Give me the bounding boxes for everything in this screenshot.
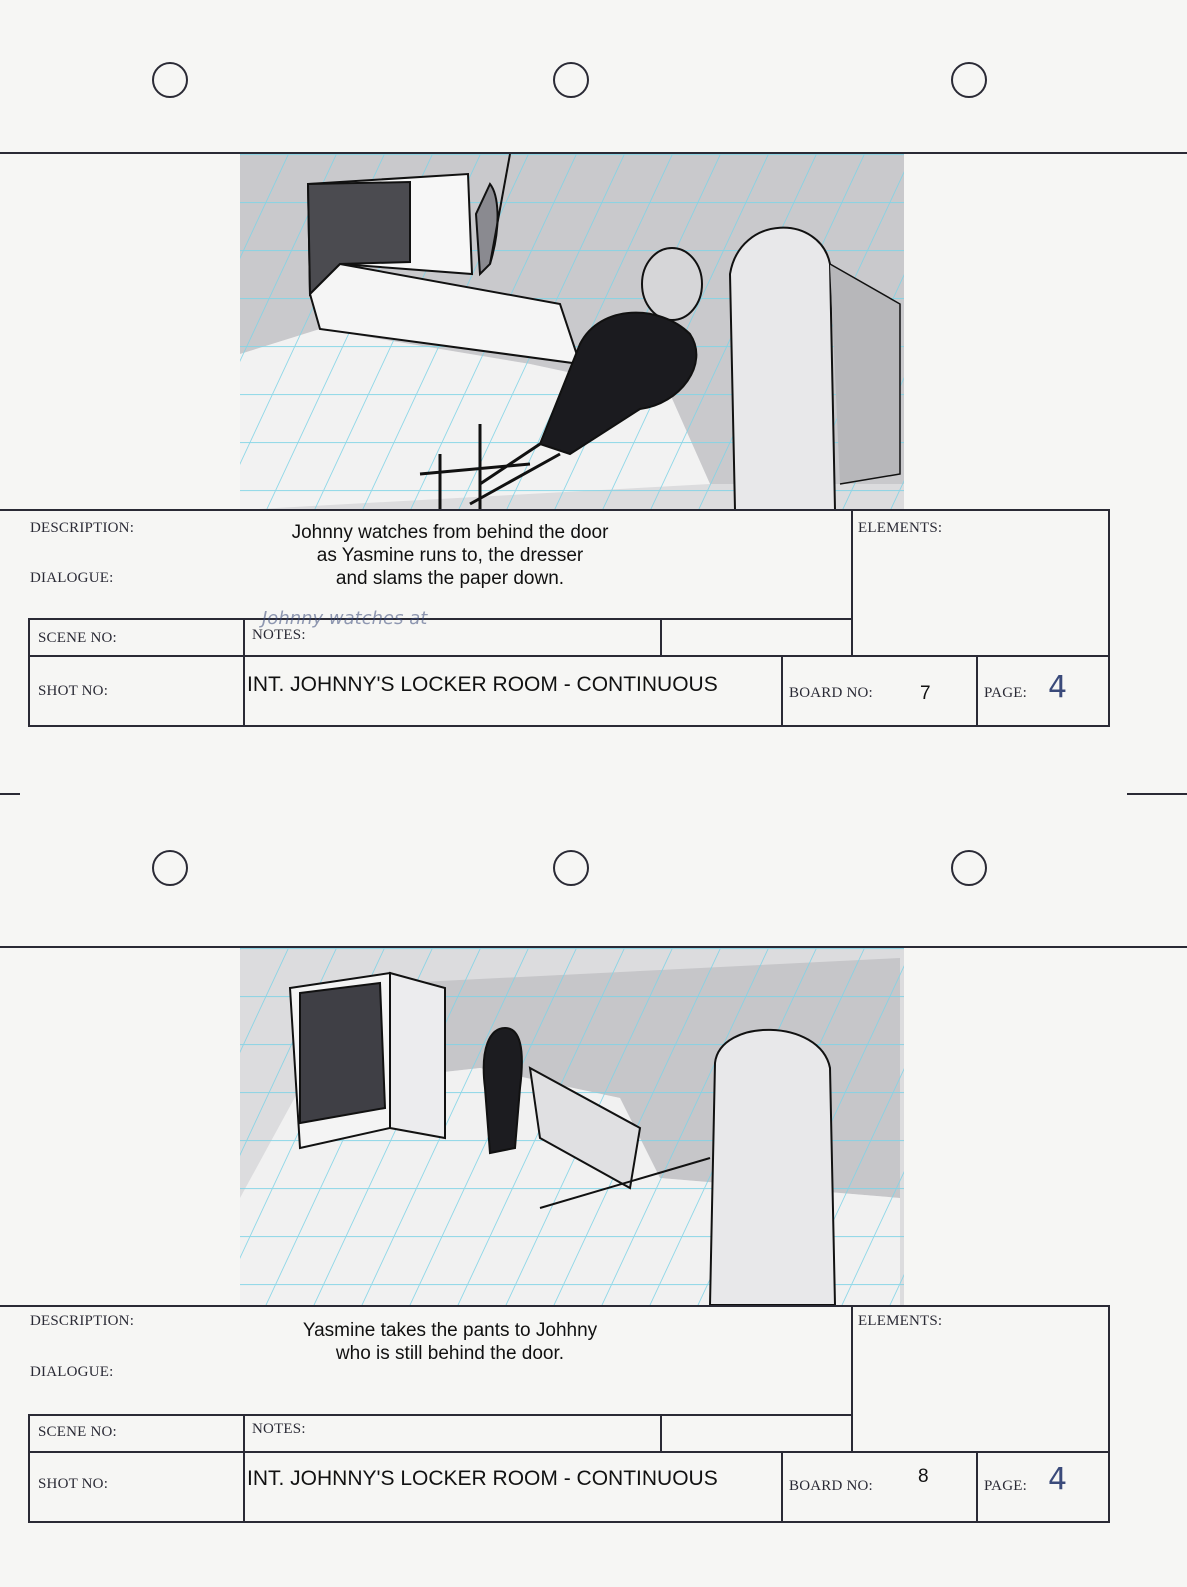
notes-label: NOTES: — [252, 627, 306, 643]
binder-hole — [152, 850, 188, 886]
binder-hole — [951, 62, 987, 98]
divider — [28, 618, 853, 620]
divider — [243, 1414, 245, 1523]
binder-hole — [951, 850, 987, 886]
shot-no-label: SHOT NO: — [38, 1476, 109, 1492]
divider — [1108, 509, 1110, 727]
scene-description — [240, 521, 660, 590]
cut-mark — [1127, 793, 1187, 795]
divider — [28, 618, 30, 727]
divider — [976, 1451, 978, 1523]
slugline: INT. JOHNNY'S LOCKER ROOM - CONTINUOUS — [247, 673, 718, 696]
description-label: DESCRIPTION: — [30, 1313, 135, 1329]
page-number: 4 — [1048, 670, 1068, 705]
description-line: Johnny watches from behind the door — [291, 522, 609, 543]
scene-no-label: SCENE NO: — [38, 1424, 117, 1440]
shot-no-label: SHOT NO: — [38, 683, 109, 699]
binder-hole — [553, 850, 589, 886]
sketch-frame — [240, 948, 904, 1305]
info-top-rule — [0, 1305, 1110, 1307]
info-top-rule — [0, 509, 1110, 511]
divider — [660, 618, 662, 656]
notes-label: NOTES: — [252, 1421, 306, 1437]
divider — [28, 1414, 30, 1523]
divider — [851, 509, 853, 657]
divider — [781, 655, 783, 727]
page-number: 4 — [1048, 1462, 1068, 1497]
board-no-label: BOARD NO: — [789, 1478, 873, 1494]
dialogue-label: DIALOGUE: — [30, 570, 114, 586]
board-no-label: BOARD NO: — [789, 685, 873, 701]
page-label: PAGE: — [984, 1478, 1027, 1494]
scene-no-label: SCENE NO: — [38, 630, 117, 646]
divider — [781, 1451, 783, 1523]
divider — [660, 1414, 662, 1452]
binder-hole — [553, 62, 589, 98]
divider — [28, 725, 1110, 727]
slugline: INT. JOHNNY'S LOCKER ROOM - CONTINUOUS — [247, 1467, 718, 1490]
sketch-frame — [240, 154, 904, 510]
description-line: as Yasmine runs to, the dresser — [316, 545, 584, 566]
elements-label: ELEMENTS: — [858, 1313, 943, 1329]
description-line: who is still behind the door. — [335, 1343, 565, 1364]
divider — [28, 1451, 1110, 1453]
divider — [28, 655, 1110, 657]
divider — [28, 1414, 853, 1416]
elements-label: ELEMENTS: — [858, 520, 943, 536]
divider — [851, 1305, 853, 1453]
dialogue-label: DIALOGUE: — [30, 1364, 114, 1380]
description-line: and slams the paper down. — [335, 568, 565, 589]
description-line: Yasmine takes the pants to Johhny — [302, 1320, 598, 1341]
scene-description — [240, 1319, 660, 1365]
binder-hole — [152, 62, 188, 98]
board-number: 7 — [920, 683, 931, 704]
cut-mark — [0, 793, 20, 795]
divider — [243, 618, 245, 727]
divider — [28, 1521, 1110, 1523]
page-label: PAGE: — [984, 685, 1027, 701]
notes-handwriting: Johnny watches at — [262, 608, 428, 629]
board-number: 8 — [918, 1466, 929, 1487]
description-label: DESCRIPTION: — [30, 520, 135, 536]
divider — [976, 655, 978, 727]
divider — [1108, 1305, 1110, 1523]
